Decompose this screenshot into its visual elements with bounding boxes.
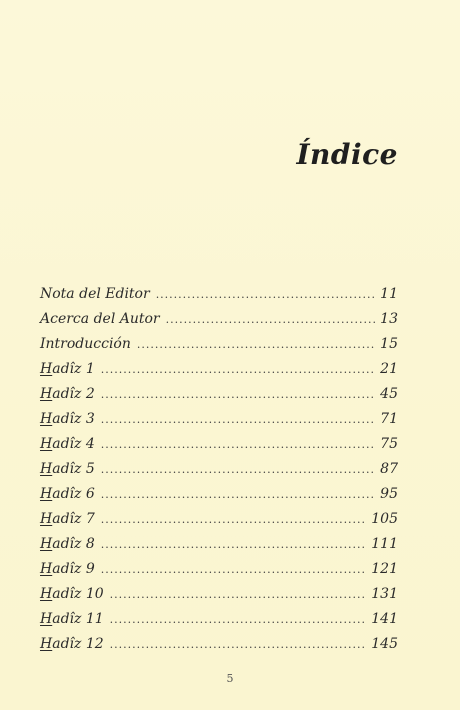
toc-entry-label-rest: adîz 12 [52, 636, 104, 652]
toc-entry-label [40, 586, 106, 602]
toc-dot-leader [101, 563, 368, 576]
toc-dot-leader [101, 463, 376, 476]
toc-entry-label [40, 486, 97, 502]
toc-entry-page: 95 [380, 486, 398, 502]
toc-entry-hadiz-3 [40, 411, 398, 436]
toc-dot-leader [101, 488, 376, 501]
toc-entry-initial: H [40, 611, 53, 627]
toc-entry-label-rest: adîz 4 [52, 436, 95, 452]
toc-entry-page: 131 [371, 586, 398, 602]
toc-dot-leader [110, 613, 368, 626]
toc-entry-hadiz-9 [40, 561, 398, 586]
toc-dot-leader [101, 538, 368, 551]
toc-entry-hadiz-11 [40, 611, 398, 636]
toc-dot-leader [156, 288, 376, 301]
toc-entry-initial: H [40, 536, 53, 552]
toc-entry-label-rest: adîz 8 [52, 536, 95, 552]
toc-dot-leader [101, 363, 376, 376]
toc-entry-initial: H [40, 386, 53, 402]
toc-entry-page: 121 [371, 561, 398, 577]
toc-entry-introduccion [40, 336, 398, 361]
toc-entry-label [40, 386, 97, 402]
toc-entry-page: 21 [380, 361, 398, 377]
toc-entry-nota-del-editor [40, 286, 398, 311]
toc-dot-leader [101, 388, 376, 401]
toc-entry-label [40, 436, 97, 452]
toc-dot-leader [137, 338, 376, 351]
page-title: Índice [296, 138, 398, 171]
toc-entry-label [40, 636, 106, 652]
toc-entry-initial: H [40, 561, 53, 577]
toc-dot-leader [101, 413, 376, 426]
toc-entry-initial: H [40, 461, 53, 477]
toc-entry-hadiz-7 [40, 511, 398, 536]
toc-entry-hadiz-2 [40, 386, 398, 411]
toc-entry-initial: H [40, 511, 53, 527]
toc-entry-label [40, 561, 97, 577]
page-number: 5 [226, 672, 234, 685]
toc-entry-page: 13 [380, 311, 398, 327]
toc-entry-hadiz-4 [40, 436, 398, 461]
toc-entry-page: 111 [371, 536, 398, 552]
toc-entry-label-rest: adîz 6 [52, 486, 95, 502]
toc-entry-label-rest: adîz 11 [52, 611, 104, 627]
toc-entry-page: 45 [380, 386, 398, 402]
toc-entry-initial: H [40, 411, 53, 427]
toc-dot-leader [110, 638, 368, 651]
toc-entry-page: 87 [380, 461, 398, 477]
toc-dot-leader [101, 438, 376, 451]
toc-entry-initial: H [40, 636, 53, 652]
toc-entry-label-rest: adîz 2 [52, 386, 95, 402]
toc-dot-leader [101, 513, 368, 526]
toc-entry-label [40, 461, 97, 477]
toc-entry-initial: H [40, 586, 53, 602]
toc-entry-hadiz-1 [40, 361, 398, 386]
toc-entry-acerca-del-autor [40, 311, 398, 336]
toc-entry-initial: H [40, 436, 53, 452]
toc-entry-initial: H [40, 486, 53, 502]
toc-entry-hadiz-10 [40, 586, 398, 611]
toc-dot-leader [166, 313, 377, 326]
toc-entry-label [40, 511, 97, 527]
toc-entry-label-rest: adîz 3 [52, 411, 95, 427]
toc-entry-label: Nota del Editor [40, 286, 150, 302]
toc-entry-initial: H [40, 361, 53, 377]
toc-entry-label [40, 411, 97, 427]
toc-entry-page: 11 [380, 286, 398, 302]
toc-entry-hadiz-6 [40, 486, 398, 511]
toc-entry-hadiz-12 [40, 636, 398, 661]
toc-entry-hadiz-8 [40, 536, 398, 561]
toc-entry-label-rest: adîz 9 [52, 561, 95, 577]
toc-entry-label-rest: adîz 7 [52, 511, 95, 527]
toc-entry-label [40, 611, 106, 627]
toc-entry-label [40, 536, 97, 552]
toc-entry-label: Introducción [40, 336, 131, 352]
toc-entry-label [40, 361, 97, 377]
toc-entry-label-rest: adîz 5 [52, 461, 95, 477]
toc-dot-leader [110, 588, 368, 601]
toc-entry-label-rest: adîz 10 [52, 586, 104, 602]
toc-entry-label-rest: adîz 1 [52, 361, 95, 377]
toc-entry-label: Acerca del Autor [40, 311, 160, 327]
toc-entry-page: 71 [380, 411, 398, 427]
toc-entry-hadiz-5 [40, 461, 398, 486]
toc-entry-page: 75 [380, 436, 398, 452]
toc-entry-page: 145 [371, 636, 398, 652]
toc-entry-page: 141 [371, 611, 398, 627]
toc-entry-page: 15 [380, 336, 398, 352]
table-of-contents [40, 286, 398, 661]
toc-entry-page: 105 [371, 511, 398, 527]
